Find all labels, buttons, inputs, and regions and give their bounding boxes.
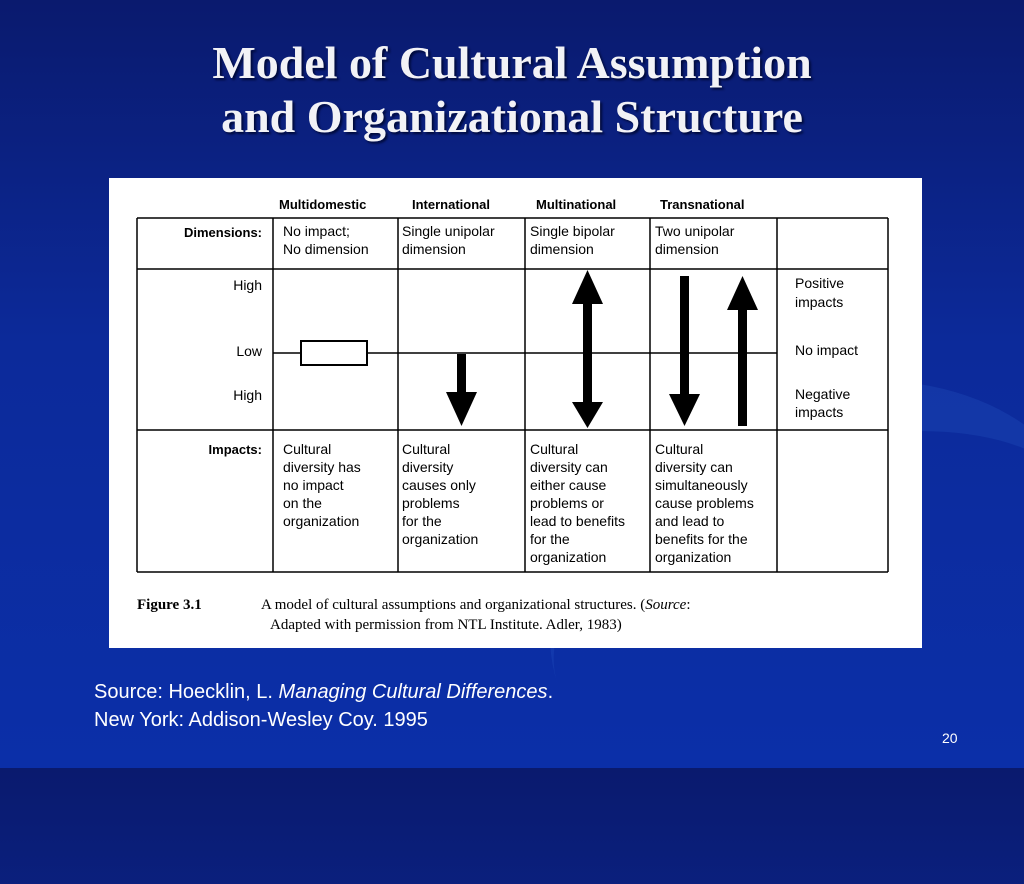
dimension-cell-text: dimension [530, 241, 594, 257]
no-impact-box [301, 341, 367, 365]
dimension-cell-text: Two unipolar [655, 223, 735, 239]
impact-cell-text: organization [402, 531, 479, 547]
impact-cell-text: diversity has [283, 459, 361, 475]
source-line2: New York: Addison-Wesley Coy. 1995 [94, 709, 428, 731]
dimension-cell-text: Single unipolar [402, 223, 495, 239]
impact-cell-text: no impact [283, 477, 344, 493]
row-label-impacts: Impacts: [208, 442, 262, 457]
row-label-high-top: High [233, 277, 262, 293]
column-header-international: International [412, 197, 491, 212]
impact-cell-text: Cultural [402, 441, 451, 457]
column-header-transnational: Transnational [660, 197, 745, 212]
impact-cell-text: diversity [402, 459, 454, 475]
figure-caption-label: Figure 3.1 [137, 597, 202, 613]
impact-cell-text: Cultural [655, 441, 704, 457]
column-header-multidomestic: Multidomestic [279, 197, 367, 212]
slide-title-line2: and Organizational Structure [221, 91, 803, 142]
scale-label-positive: Positive [795, 275, 845, 291]
source-citation [94, 678, 553, 734]
impact-cell-text: for the [402, 513, 442, 529]
impact-cell-text: for the [530, 531, 570, 547]
impacts-multinational [530, 441, 625, 565]
scale-label-positive: impacts [795, 294, 844, 310]
scale-label-negative: Negative [795, 386, 851, 402]
impact-cell-text: simultaneously [655, 477, 748, 493]
source-book-title: Managing Cultural Differences [278, 681, 548, 703]
row-label-dimensions: Dimensions: [183, 225, 262, 240]
impact-cell-text: organization [283, 513, 360, 529]
impact-cell-text: Cultural [530, 441, 579, 457]
impacts-international [402, 441, 478, 547]
slide-title [0, 36, 1024, 144]
impact-cell-text: cause problems [655, 495, 754, 511]
scale-label-no-impact: No impact [795, 342, 859, 358]
impact-cell-text: lead to benefits [530, 513, 625, 529]
scale-label-negative: impacts [795, 404, 844, 420]
source-suffix: . [547, 681, 554, 703]
double-arrow-icon [572, 270, 603, 428]
arrow-up-icon [727, 276, 758, 426]
row-label-high-bottom: High [233, 387, 262, 403]
figure-caption-line2: Adapted with permission from NTL Institute. Adler, 1983) [270, 617, 622, 633]
figure-image [109, 178, 922, 648]
impacts-transnational [655, 441, 754, 565]
figure-caption [137, 597, 691, 633]
impact-cell-text: diversity can [530, 459, 608, 475]
dimension-cell-text: dimension [655, 241, 719, 257]
impact-cell-text: problems or [530, 495, 604, 511]
impact-cell-text: problems [402, 495, 460, 511]
row-label-low: Low [236, 343, 262, 359]
impact-cell-text: organization [655, 549, 732, 565]
slide-title-line1: Model of Cultural Assumption [212, 37, 812, 88]
impact-cell-text: Cultural [283, 441, 332, 457]
column-header-multinational: Multinational [536, 197, 617, 212]
impact-cell-text: and lead to [655, 513, 725, 529]
figure-caption-line1: A model of cultural assumptions and organizational structures. (Source: [261, 597, 691, 613]
dimension-cell-text: No impact; [283, 223, 350, 239]
dimension-cell-text: dimension [402, 241, 466, 257]
figure-diagram [109, 178, 922, 648]
impact-cell-text: diversity can [655, 459, 733, 475]
arrow-down-icon [669, 276, 700, 426]
source-line1 [94, 678, 553, 706]
impacts-multidomestic [283, 441, 361, 529]
impact-cell-text: organization [530, 549, 607, 565]
source-prefix: Source: Hoecklin, L. [94, 681, 279, 703]
arrow-down-icon [446, 354, 477, 426]
impact-cell-text: either cause [530, 477, 607, 493]
dimension-cell-text: No dimension [283, 241, 369, 257]
impact-cell-text: on the [283, 495, 322, 511]
dimension-cell-text: Single bipolar [530, 223, 615, 239]
page-number: 20 [942, 730, 958, 746]
impact-cell-text: benefits for the [655, 531, 748, 547]
impact-cell-text: causes only [402, 477, 476, 493]
